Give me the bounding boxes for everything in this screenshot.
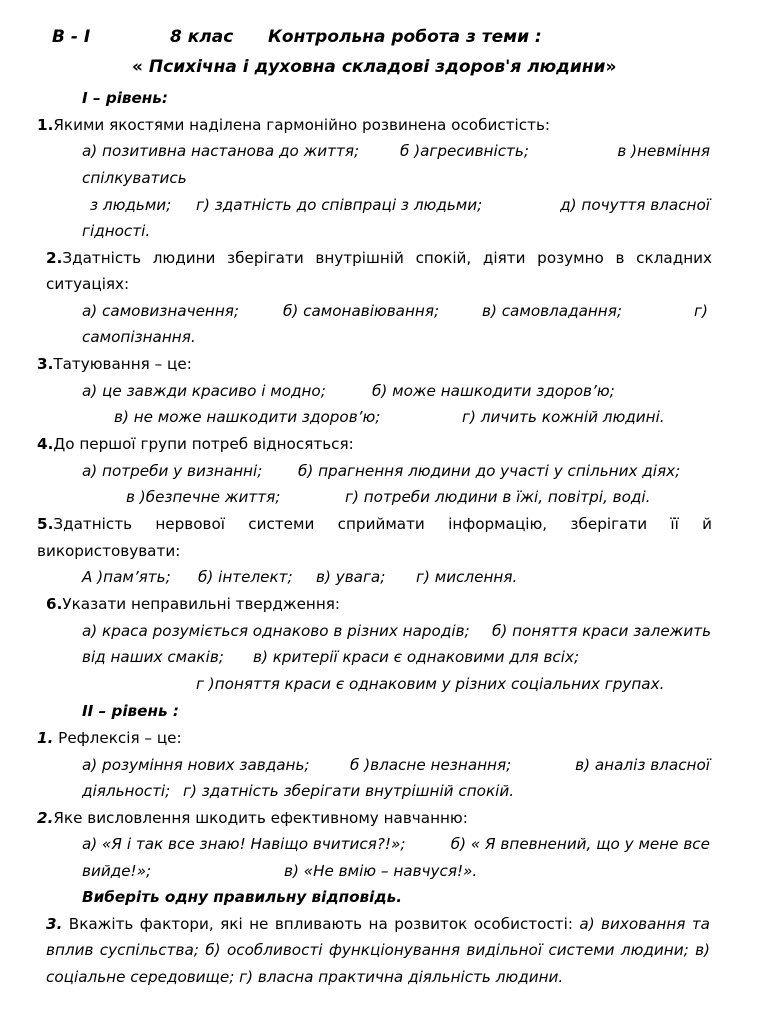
question-1 [37,116,550,134]
question-5-line2: використовувати: [37,542,181,560]
question-text: Якими якостями наділена гармонійно розвинена особистість: [53,116,551,134]
topic-title [132,58,616,76]
level2-question-3 [46,915,710,933]
question-number: 2. [46,249,63,267]
question-text: Татуювання – це: [53,355,192,373]
q1-option-g: г) здатність до співпраці з людьми; [196,196,483,214]
l2q1-option-c: в) аналіз власної [575,756,710,774]
question-3 [37,355,192,373]
q5-option-b: б) інтелект; [198,568,293,586]
question-text: Указати неправильні твердження: [62,595,341,613]
q3-option-a: а) це завжди красиво і модно; [82,382,326,400]
q2-option-d: г) [694,302,708,320]
question-2-line2: ситуаціях: [46,275,130,293]
question-text: До першої групи потреб відносяться: [53,435,354,453]
question-text: Яке висловлення шкодить ефективному навчанню: [53,809,468,827]
l2q1-option-b: б )власне незнання; [350,756,512,774]
q1-option-d-cont: гідності. [82,222,151,240]
question-number: 2. [37,809,54,827]
q5-option-d: г) мислення. [416,568,518,586]
question-word: системи [248,515,315,533]
quote-open: « [132,57,143,77]
topic-text: Психічна і духовна складові здоров'я людини [142,57,606,77]
question-word: інформацію, [448,515,548,533]
q6-option-c: в) критерії краси є однаковими для всіх; [253,648,580,666]
question-number: 4. [37,435,54,453]
question-number: 3. [37,355,54,373]
q4-option-a: а) потреби у визнанні; [82,462,263,480]
question-2 [46,249,712,267]
question-word: й [702,515,712,533]
q3-option-b: б) може нашкодити здоров’ю; [372,382,615,400]
question-number: 1. [37,729,54,747]
q2-option-a: а) самовизначення; [82,302,240,320]
question-5-first [37,515,132,533]
question-word: її [670,515,679,533]
level2-heading: ІІ – рівень : [82,702,179,720]
question-number: 1. [37,116,54,134]
q6-option-a: а) краса розуміється однаково в різних народів; [82,622,470,640]
question-word: сприймати [337,515,425,533]
q1-option-d: д) почуття власної [560,196,710,214]
question-number: 3. [46,915,63,933]
l2q2-option-a: а) «Я і так все знаю! Навіщо вчитися?!»; [82,835,406,853]
q1-option-b: б )агресивність; [400,142,529,160]
question-number: 5. [37,515,54,533]
l2q1-option-c-cont: діяльності; [82,782,171,800]
q2-option-d-cont: самопізнання. [82,328,196,346]
q3-option-d: г) личить кожній людині. [462,408,665,426]
level2-question-1 [37,729,182,747]
q1-option-c-cont: спілкуватись [82,169,187,187]
level2-question-3-line3: соціальне середовище; г) власна практична діяльність людини. [46,968,564,986]
quote-close: » [605,57,617,77]
q6-option-d: г )поняття краси є однаковим у різних соціальних групах. [196,675,665,693]
l2q2-option-c: в) «Не вмію – навчуся!». [284,862,478,880]
question-text: Здатність людини зберігати внутрішній спокій, діяти розумно в складних [62,249,712,267]
q5-option-c: в) увага; [316,568,386,586]
l2q2-option-b-cont: вийде!»; [82,862,152,880]
question-text: Рефлексія – це: [53,729,182,747]
question-word: нервової [155,515,225,533]
q1-option-c-end: з людьми; [90,196,172,214]
test-title: Контрольна робота з теми : [268,27,542,47]
question-5 [37,515,712,533]
l2q1-option-d: г) здатність зберігати внутрішній спокій. [183,782,515,800]
q6-option-b-cont: від наших смаків; [82,648,224,666]
level1-heading: І – рівень: [82,89,168,107]
question-text: Вкажіть фактори, які не впливають на розвиток особистості: [62,915,580,933]
q6-option-b: б) поняття краси залежить [492,622,712,640]
l2q2-option-b: б) « Я впевнений, що у мене все [450,835,710,853]
question-2-line1 [46,249,712,267]
level2-question-2 [37,809,468,827]
q5-option-a: А )пам’ять; [82,568,171,586]
q2-option-c: в) самовладання; [482,302,622,320]
instruction: Виберіть одну правильну відповідь. [82,888,403,906]
question-number: 6. [46,595,63,613]
level2-question-3-line2 [46,941,710,959]
question-word: зберігати [570,515,648,533]
q3-option-a: а) виховання та [579,915,710,933]
question-word: Здатність [53,515,133,533]
q4-option-c: в )безпечне життя; [126,488,281,506]
l2q1-option-a: а) розуміння нових завдань; [82,756,310,774]
q3-options-line: вплив суспільства; б) особливості функціонування видільної системи людини; в) [46,941,710,959]
q1-option-c: в )невміння [617,142,710,160]
question-4 [37,435,354,453]
grade-label: 8 клас [170,27,234,47]
q1-option-a: а) позитивна настанова до життя; [82,142,360,160]
q4-option-b: б) прагнення людини до участі у спільних діях; [298,462,681,480]
variant-label: В - І [52,27,91,47]
q2-option-b: б) самонавіювання; [283,302,440,320]
q4-option-d: г) потреби людини в їжі, повітрі, воді. [345,488,651,506]
level2-question-3-line1 [46,915,710,933]
question-6 [46,595,340,613]
q3-option-c: в) не може нашкодити здоров’ю; [114,408,381,426]
